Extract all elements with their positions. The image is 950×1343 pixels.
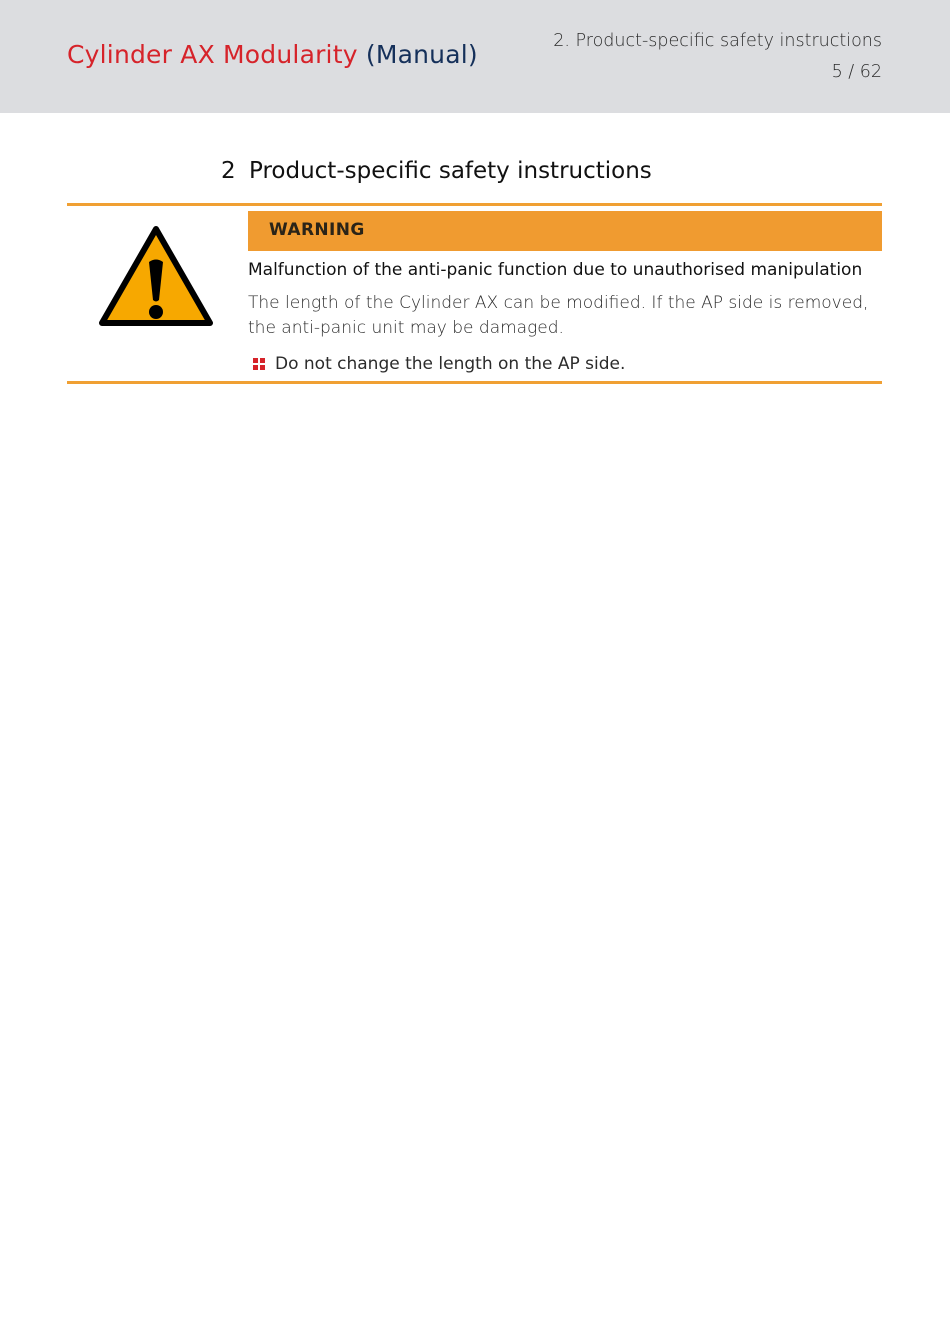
header-meta bbox=[553, 26, 882, 88]
warning-title: Malfunction of the anti-panic function due to unauthorised manipulation bbox=[248, 260, 863, 280]
warning-triangle-icon bbox=[98, 224, 214, 328]
warning-notice bbox=[67, 203, 882, 384]
warning-description: The length of the Cylinder AX can be modified. If the AP side is removed, the anti-panic unit may be damaged. bbox=[248, 293, 869, 338]
section-number: 2 bbox=[221, 158, 236, 184]
chapter-title: 2. Product-specific safety instructions bbox=[553, 31, 882, 51]
bullet-squares-icon bbox=[253, 358, 265, 370]
warning-action-item bbox=[248, 352, 625, 377]
document-title bbox=[67, 38, 478, 72]
warning-action-text: Do not change the length on the AP side. bbox=[275, 354, 626, 374]
document-type: (Manual) bbox=[365, 40, 478, 69]
product-name: Cylinder AX Modularity bbox=[67, 40, 358, 69]
page-number: 5 / 62 bbox=[831, 62, 882, 82]
page-header bbox=[0, 0, 950, 113]
section-heading bbox=[221, 154, 652, 188]
section-title: Product-specific safety instructions bbox=[249, 158, 652, 184]
warning-label: WARNING bbox=[269, 220, 365, 240]
warning-banner bbox=[248, 211, 882, 251]
